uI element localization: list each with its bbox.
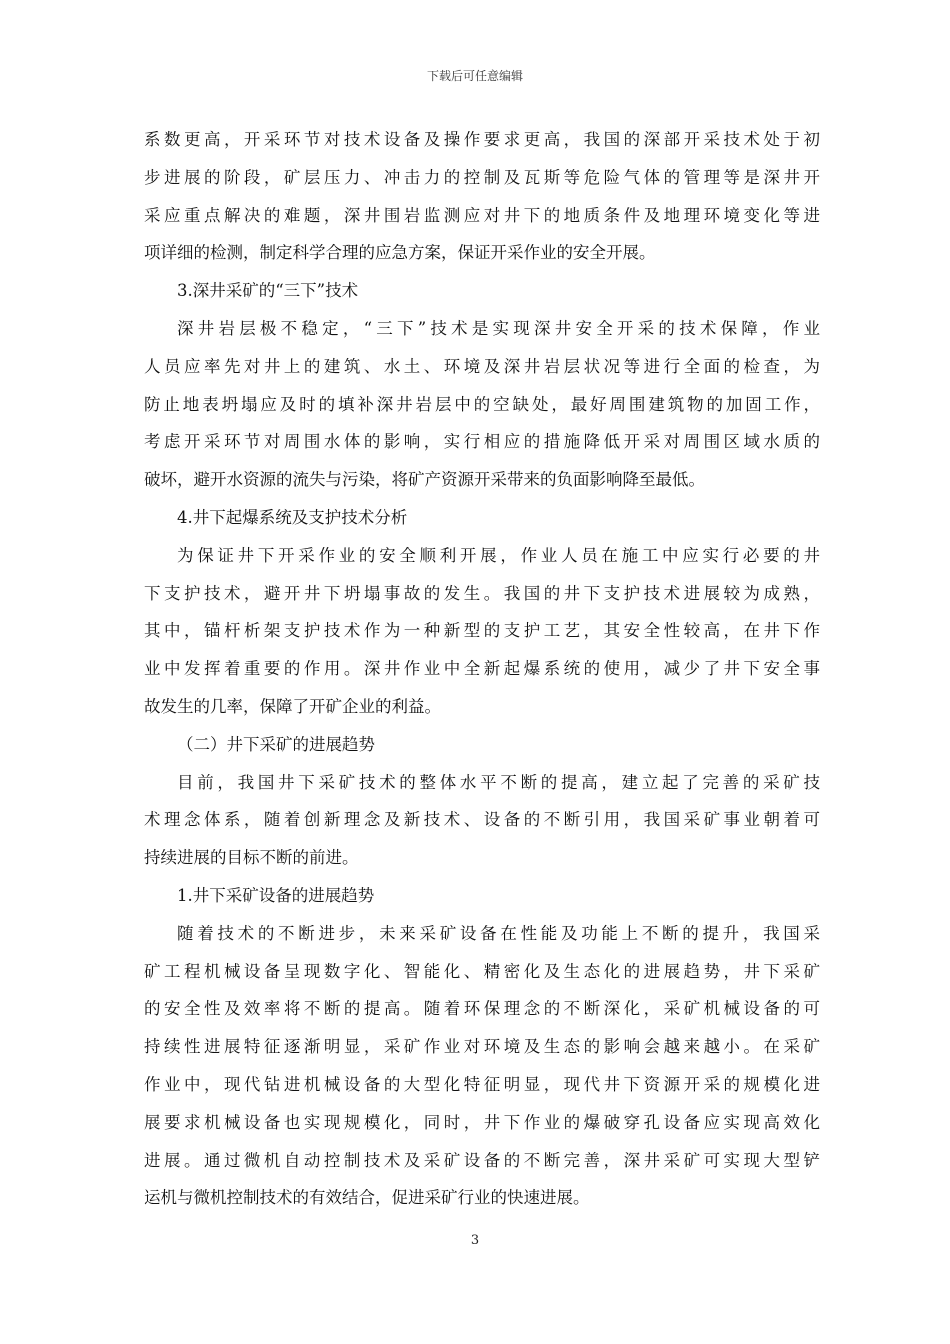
paragraph-line: 矿工程机械设备呈现数字化、智能化、精密化及生态化的进展趋势，井下采矿 bbox=[144, 961, 820, 981]
paragraph-line: 作业中，现代钻进机械设备的大型化特征明显，现代井下资源开采的规模化进 bbox=[144, 1074, 820, 1094]
paragraph-line: 随着技术的不断进步，未来采矿设备在性能及功能上不断的提升，我国采 bbox=[177, 923, 820, 943]
paragraph-line: 展要求机械设备也实现规模化，同时，井下作业的爆破穿孔设备应实现高效化 bbox=[144, 1112, 820, 1132]
paragraph-line: 破坏，避开水资源的流失与污染，将矿产资源开采带来的负面影响降至最低。 bbox=[144, 470, 705, 490]
paragraph-line: 持续进展的目标不断的前进。 bbox=[144, 848, 359, 868]
paragraph-line: 的安全性及效率将不断的提高。随着环保理念的不断深化，采矿机械设备的可 bbox=[144, 999, 820, 1019]
paragraph-line: 防止地表坍塌应及时的填补深井岩层中的空缺处，最好周围建筑物的加固工作， bbox=[144, 394, 820, 414]
paragraph-line: 考虑开采环节对周围水体的影响，实行相应的措施降低开采对周围区域水质的 bbox=[144, 432, 820, 452]
paragraph-line: 深井岩层极不稳定，“三下”技术是实现深井安全开采的技术保障，作业 bbox=[177, 318, 820, 338]
document-body bbox=[144, 121, 820, 1217]
section-heading: 4.井下起爆系统及支护技术分析 bbox=[177, 507, 408, 527]
paragraph-line: 术理念体系，随着创新理念及新技术、设备的不断引用，我国采矿事业朝着可 bbox=[144, 810, 820, 830]
paragraph-line: 人员应率先对井上的建筑、水土、环境及深井岩层状况等进行全面的检查，为 bbox=[144, 356, 820, 376]
paragraph-line: 持续性进展特征逐渐明显，采矿作业对环境及生态的影响会越来越小。在采矿 bbox=[144, 1037, 820, 1057]
paragraph-line: 系数更高，开采环节对技术设备及操作要求更高，我国的深部开采技术处于初 bbox=[144, 130, 820, 149]
paragraph-line: 故发生的几率，保障了开矿企业的利益。 bbox=[144, 696, 441, 716]
paragraph-line: 项详细的检测，制定科学合理的应急方案，保证开采作业的安全开展。 bbox=[144, 243, 656, 263]
paragraph-line: 为保证井下开采作业的安全顺利开展，作业人员在施工中应实行必要的井 bbox=[177, 545, 820, 565]
section-heading: （二）井下采矿的进展趋势 bbox=[177, 734, 375, 754]
paragraph-line: 采应重点解决的难题，深井围岩监测应对井下的地质条件及地理环境变化等进 bbox=[144, 205, 820, 225]
paragraph-line: 下支护技术，避开井下坍塌事故的发生。我国的井下支护技术进展较为成熟， bbox=[144, 583, 820, 603]
paragraph-line: 进展。通过微机自动控制技术及采矿设备的不断完善，深井采矿可实现大型铲 bbox=[144, 1150, 820, 1170]
paragraph-line: 业中发挥着重要的作用。深井作业中全新起爆系统的使用，减少了井下安全事 bbox=[144, 659, 820, 679]
paragraph-line: 其中，锚杆析架支护技术作为一种新型的支护工艺，其安全性较高，在井下作 bbox=[144, 621, 820, 641]
section-heading: 3.深井采矿的“三下”技术 bbox=[177, 281, 359, 301]
paragraph-line: 目前，我国井下采矿技术的整体水平不断的提高，建立起了完善的采矿技 bbox=[177, 772, 820, 792]
page-number: 3 bbox=[470, 1233, 480, 1248]
paragraph-line: 步进展的阶段，矿层压力、冲击力的控制及瓦斯等危险气体的管理等是深井开 bbox=[144, 167, 820, 187]
page-header: 下载后可任意编辑 bbox=[426, 69, 523, 83]
section-heading: 1.井下采矿设备的进展趋势 bbox=[177, 885, 375, 905]
paragraph-line: 运机与微机控制技术的有效结合，促进采矿行业的快速进展。 bbox=[144, 1188, 590, 1208]
